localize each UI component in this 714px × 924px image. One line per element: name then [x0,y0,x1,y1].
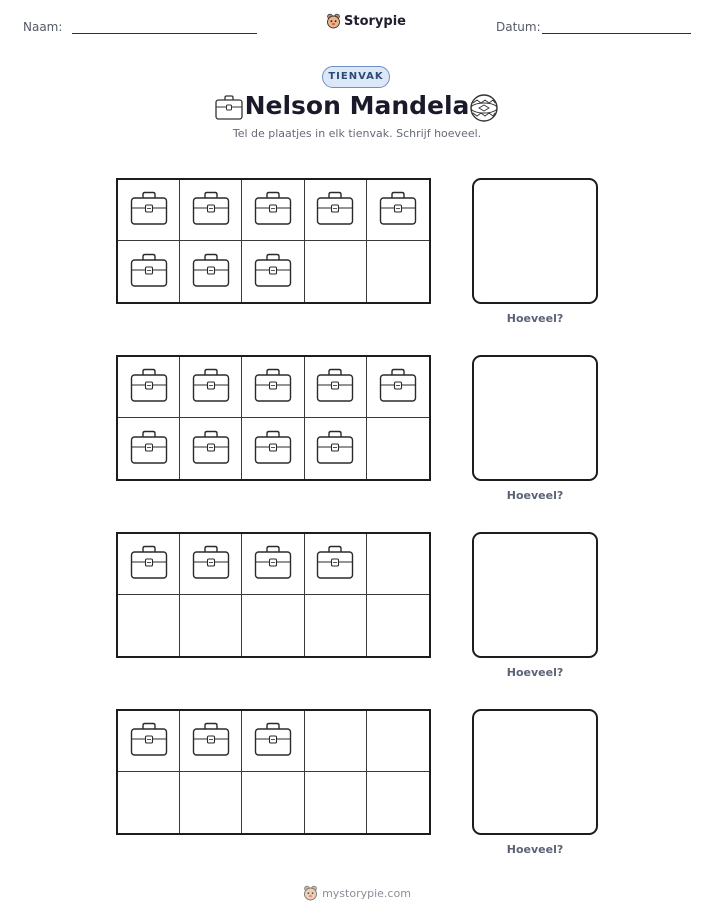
ten-frame-cell [118,357,180,418]
briefcase-icon [253,543,293,585]
briefcase-icon [191,251,231,293]
ten-frame-cell [242,357,304,418]
storypie-logo [326,13,406,29]
ten-frame-cell [367,534,429,595]
briefcase-icon [378,189,418,231]
hoeveel-label: Hoeveel? [506,666,564,679]
briefcase-icon [253,428,293,470]
briefcase-icon [129,366,169,408]
ten-frame-cell [305,357,367,418]
ten-frame-cell [367,241,429,302]
briefcase-icon [129,428,169,470]
ten-frame-cell [242,418,304,479]
briefcase-icon [253,189,293,231]
ten-frame [116,178,431,304]
name-line[interactable] [72,33,257,34]
ten-frame-cell [305,418,367,479]
footer [0,885,714,901]
briefcase-icon [315,428,355,470]
ten-frame-cell [242,772,304,833]
ten-frame-cell [180,357,242,418]
ten-frame-cell [118,534,180,595]
briefcase-icon [129,251,169,293]
briefcase-icon [191,428,231,470]
ten-frame-cell [367,357,429,418]
page-title: Nelson Mandela [244,91,470,120]
ten-frame [116,355,431,481]
ten-frame-cell [242,711,304,772]
hoeveel-label: Hoeveel? [506,843,564,856]
ten-frame [116,532,431,658]
briefcase-icon [191,366,231,408]
briefcase-icon [315,366,355,408]
ten-frame-cell [118,180,180,241]
briefcase-icon [191,720,231,762]
ten-frame-cell [367,418,429,479]
answer-box[interactable] [472,178,598,304]
decorated-globe-icon [469,93,499,123]
briefcase-icon [129,189,169,231]
ten-frame-cell [118,241,180,302]
ten-frame-cell [180,595,242,656]
instruction-text: Tel de plaatjes in elk tienvak. Schrijf hoeveel. [232,127,482,140]
ten-frame-cell [305,595,367,656]
mascot-icon [303,885,318,901]
ten-frame-cell [180,241,242,302]
mascot-icon [326,13,341,29]
ten-frame-cell [180,180,242,241]
ten-frame-cell [242,534,304,595]
briefcase-icon [253,720,293,762]
ten-frame-cell [305,180,367,241]
ten-frame-cell [180,534,242,595]
name-label: Naam: [23,20,63,34]
briefcase-icon [129,543,169,585]
briefcase-icon [191,189,231,231]
tienvak-badge: TIENVAK [322,66,390,88]
briefcase-icon [253,251,293,293]
briefcase-icon [253,366,293,408]
answer-box[interactable] [472,355,598,481]
ten-frame-cell [305,711,367,772]
ten-frame-cell [242,595,304,656]
ten-frame-cell [118,711,180,772]
logo-text: Storypie [344,13,406,29]
hoeveel-label: Hoeveel? [506,489,564,502]
answer-box[interactable] [472,532,598,658]
briefcase-icon [315,543,355,585]
ten-frame-cell [367,711,429,772]
ten-frame-cell [180,772,242,833]
ten-frame-cell [305,534,367,595]
ten-frame-cell [242,180,304,241]
date-line[interactable] [542,33,691,34]
ten-frame-cell [118,595,180,656]
briefcase-icon [378,366,418,408]
ten-frame-cell [180,418,242,479]
ten-frame-cell [305,241,367,302]
hoeveel-label: Hoeveel? [506,312,564,325]
ten-frame-cell [367,772,429,833]
ten-frame-cell [118,772,180,833]
answer-box[interactable] [472,709,598,835]
ten-frame-cell [367,180,429,241]
briefcase-icon [129,720,169,762]
date-label: Datum: [496,20,541,34]
ten-frame-cell [180,711,242,772]
ten-frame-cell [305,772,367,833]
ten-frame-cell [118,418,180,479]
briefcase-icon [315,189,355,231]
ten-frame-cell [367,595,429,656]
briefcase-icon [191,543,231,585]
ten-frame-cell [242,241,304,302]
ten-frame [116,709,431,835]
footer-url: mystorypie.com [322,886,411,900]
